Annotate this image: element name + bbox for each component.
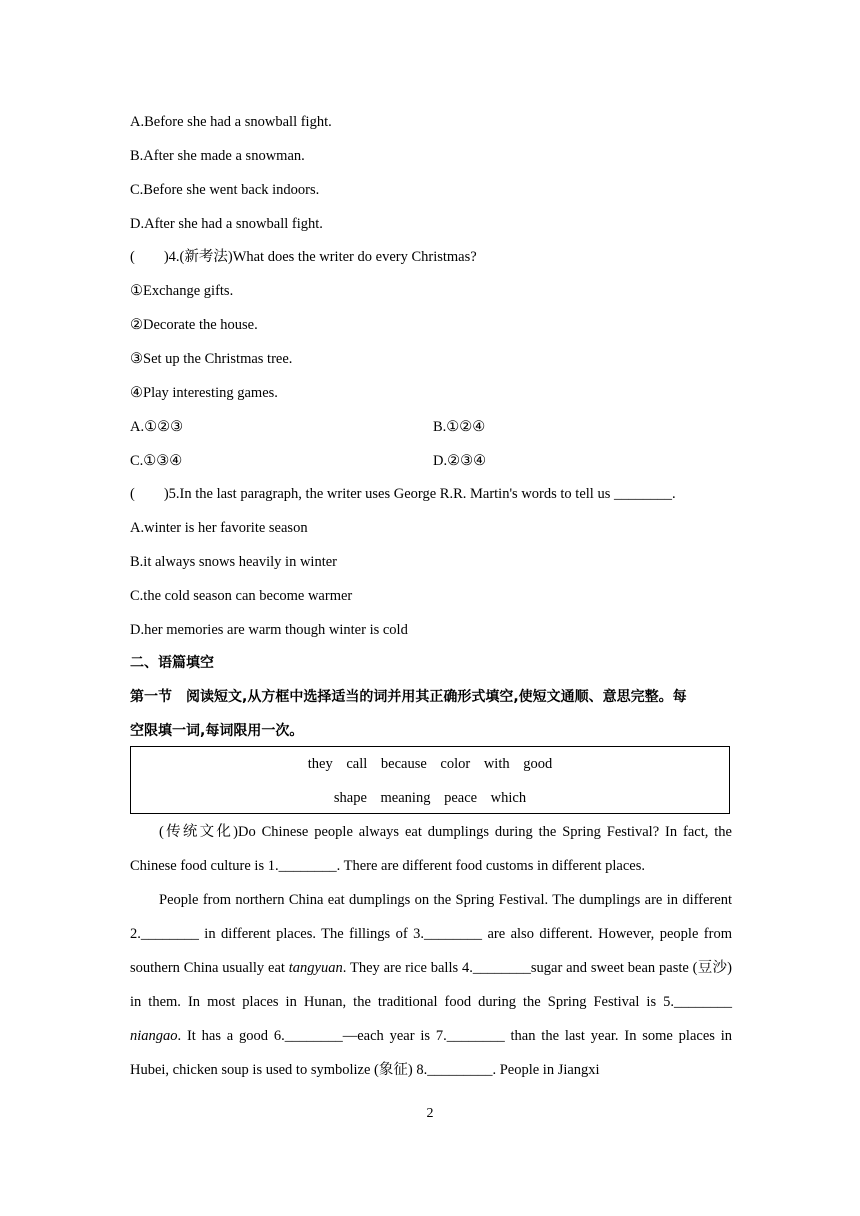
q3-option-a: A.Before she had a snowball fight.	[130, 114, 332, 130]
q3-option-b: B.After she made a snowman.	[130, 148, 305, 164]
section-instruction-line2: 空限填一词,每词限用一次。	[130, 723, 304, 739]
q5-option-c: C.the cold season can become warmer	[130, 588, 353, 604]
q5-option-b: B.it always snows heavily in winter	[130, 554, 338, 570]
q4-option-b: B.①②④	[433, 419, 486, 435]
word-box-row-2: shape meaning peace which	[333, 790, 527, 806]
q4-item-3: ③Set up the Christmas tree.	[130, 351, 293, 367]
q4-option-d: D.②③④	[433, 453, 487, 469]
q3-option-c: C.Before she went back indoors.	[130, 182, 320, 198]
passage-p2-part-c: . It has a good 6.________—each year is 7.________ than the last year. In some places in Hubei, chicken soup is used to symbolize (象征) 8._________. People in Jiangxi	[130, 1028, 732, 1078]
q4-item-1: ①Exchange gifts.	[130, 283, 234, 299]
q5-option-a: A.winter is her favorite season	[130, 520, 308, 536]
passage-p2-italic-tangyuan: tangyuan	[288, 960, 343, 976]
passage-p2-italic-niangao: niangao	[130, 1028, 178, 1044]
q4-option-c: C.①③④	[130, 453, 183, 469]
q5-stem: ( )5.In the last paragraph, the writer uses George R.R. Martin's words to tell us ________.	[130, 486, 676, 502]
page-number: 2	[426, 1106, 434, 1121]
section-title: 二、语篇填空	[130, 655, 214, 671]
passage-paragraph-1: (传统文化)Do Chinese people always eat dumplings during the Spring Festival? In fact, the Chinese food culture is 1.________. There are different food customs in different places.	[130, 824, 732, 874]
q4-item-4: ④Play interesting games.	[130, 385, 278, 401]
passage-paragraph-2	[130, 883, 732, 1087]
q5-option-d: D.her memories are warm though winter is cold	[130, 622, 408, 638]
q4-option-a: A.①②③	[130, 419, 184, 435]
q4-stem: ( )4.(新考法)What does the writer do every Christmas?	[130, 249, 477, 265]
section-instruction-line1: 第一节 阅读短文,从方框中选择适当的词并用其正确形式填空,使短文通顺、意思完整。每	[130, 689, 687, 705]
passage-p2-part-a: People from northern China eat dumplings on the Spring Festival. The dumplings are in different 2.________ in different places. The fillings of 3.________ are also different. However, people from southern China usually eat	[130, 892, 732, 976]
q3-option-d: D.After she had a snowball fight.	[130, 216, 323, 232]
word-box	[130, 746, 730, 814]
q4-item-2: ②Decorate the house.	[130, 317, 258, 333]
passage-p2-part-b: . They are rice balls 4.________sugar and sweet bean paste (豆沙) in them. In most places in Hunan, the traditional food during the Spring Festival is 5.________	[130, 960, 732, 1010]
word-box-row-1: they call because color with good	[307, 756, 553, 772]
